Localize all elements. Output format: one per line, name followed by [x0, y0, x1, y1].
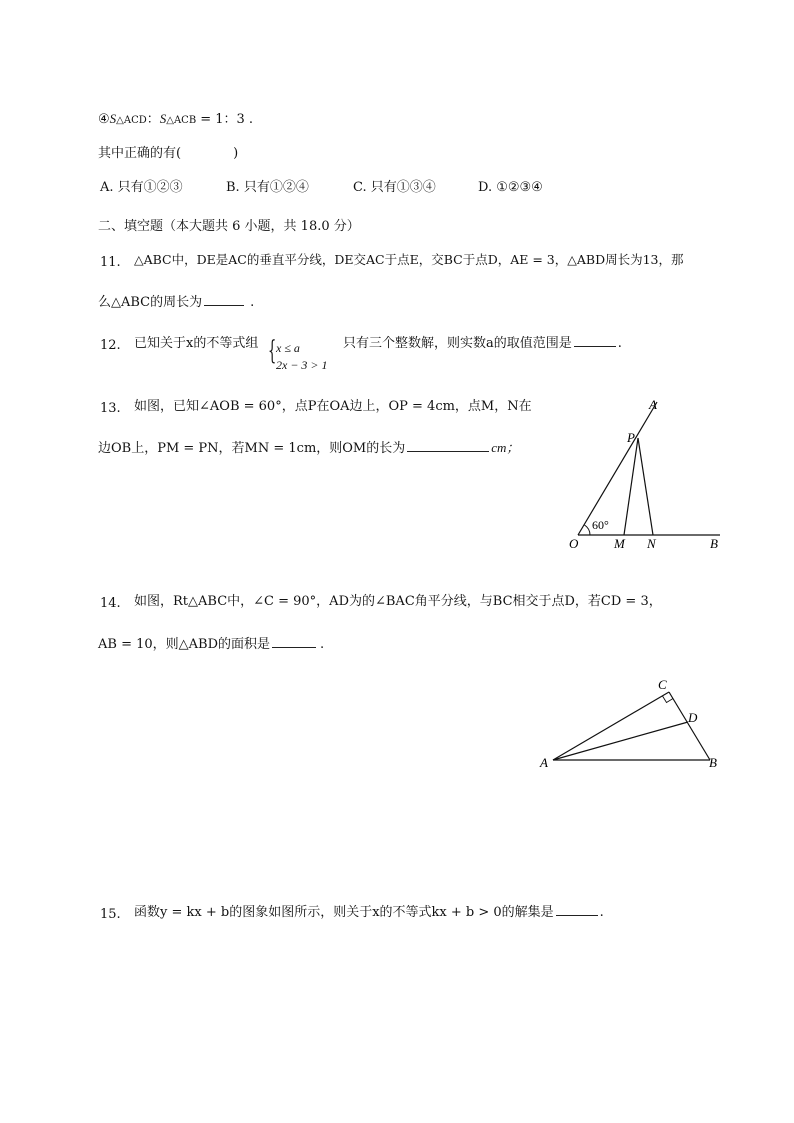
side-ac [553, 692, 669, 760]
q12-brace: { [268, 336, 277, 366]
q14-number: 14. [100, 596, 121, 611]
q15-number: 15. [100, 907, 121, 922]
q11-line2-text: 么△ABC的周长为 [98, 295, 203, 310]
q11-number: 11. [100, 255, 121, 270]
q15-line [134, 906, 604, 919]
q13-line2 [98, 441, 519, 455]
ray-oa [578, 402, 657, 535]
bisector-ad [553, 722, 688, 760]
q10-item4-prefix: ④ [98, 112, 110, 127]
q13-number: 13. [100, 401, 121, 416]
q12-post [343, 337, 622, 350]
q13-line1: 如图，已知∠AOB = 60°，点P在OA边上，OP = 4cm，点M，N在 [134, 399, 532, 414]
label-m: M [614, 536, 625, 551]
q10-option-c: C. 只有①③④ [353, 180, 436, 195]
q13-figure [560, 390, 730, 560]
label-d: D [688, 710, 698, 725]
q11-line2-end: . [250, 295, 255, 310]
label-c: C [658, 677, 667, 692]
segment-pn [638, 438, 653, 535]
q10-item4-sub2: △ACB [166, 115, 197, 126]
q15-text: 函数y = kx + b的图象如图所示，则关于x的不等式kx + b > 0的解集是 [134, 905, 554, 920]
q14-line1: 如图，Rt△ABC中，∠C = 90°，AD为的∠BAC角平分线，与BC相交于点D，若CD = 3， [134, 594, 662, 609]
q10-prompt: 其中正确的有( ) [98, 146, 239, 161]
q10-item4 [98, 112, 253, 126]
q11-answer-blank[interactable] [204, 304, 244, 306]
q12-number: 12. [100, 338, 121, 353]
q14-line2-text: AB = 10，则△ABD的面积是 [98, 637, 271, 652]
q13-answer-blank[interactable] [407, 450, 489, 452]
q11-line2 [98, 296, 254, 309]
q11-line1: △ABC中，DE是AC的垂直平分线，DE交AC于点E，交BC于点D，AE = 3，△ABD周长为13，那 [134, 252, 684, 267]
label-b: B [710, 536, 718, 551]
q12-inequality-1: x ≤ a [276, 341, 300, 355]
label-p: P [627, 430, 635, 445]
label-b: B [709, 755, 717, 770]
label-a: A [540, 755, 548, 770]
label-angle: 60° [592, 518, 609, 532]
q12-answer-blank[interactable] [574, 345, 616, 347]
q10-item4-s1: S [109, 111, 117, 126]
q14-line2 [98, 638, 324, 651]
q10-option-b: B. 只有①②④ [226, 180, 309, 195]
q12-end: . [617, 336, 622, 351]
q12-post-text: 只有三个整数解，则实数a的取值范围是 [343, 336, 572, 351]
q13-line2-end: cm； [491, 440, 520, 455]
q10-option-d: D. ①②③④ [478, 180, 543, 195]
angle-arc [585, 525, 591, 535]
label-n: N [647, 536, 656, 551]
q12-inequality-2: 2x − 3 > 1 [276, 358, 328, 372]
q13-line2-text: 边OB上，PM = PN，若MN = 1cm，则OM的长为 [98, 441, 406, 456]
q10-option-a: A. 只有①②③ [100, 180, 183, 195]
q15-answer-blank[interactable] [556, 914, 598, 916]
q10-item4-sub1: △ACD [116, 115, 147, 126]
q10-item4-s2: S [159, 111, 167, 126]
section2-title: 二、填空题（本大题共 6 小题，共 18.0 分） [98, 219, 360, 234]
segment-pm [624, 438, 638, 535]
q10-item4-ratio: = 1：3 . [200, 112, 254, 127]
q12-pre: 已知关于x的不等式组 [134, 336, 259, 351]
q14-figure [535, 672, 735, 782]
label-o: O [569, 536, 579, 551]
q14-line2-end: . [320, 637, 325, 652]
q10-item4-colon: ： [146, 112, 160, 127]
q14-answer-blank[interactable] [272, 646, 316, 648]
q15-end: . [599, 905, 604, 920]
label-a: A [649, 397, 657, 412]
